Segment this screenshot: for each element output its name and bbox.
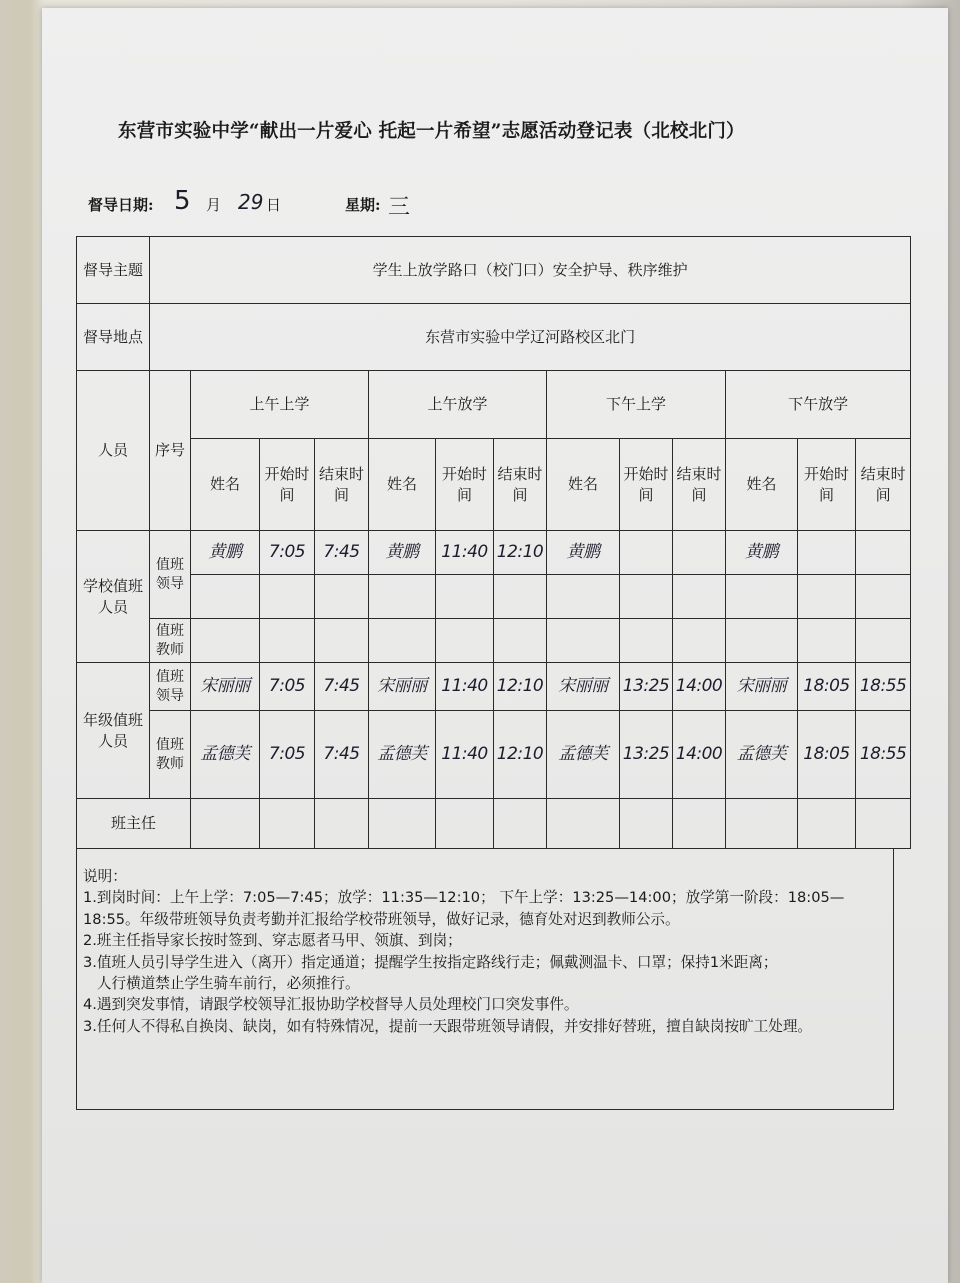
note-line: 2.班主任指导家长按时签到、穿志愿者马甲、领旗、到岗；: [83, 932, 462, 950]
time-cell: 12:10: [494, 531, 547, 575]
time-cell: 7:45: [315, 711, 369, 799]
time-cell: 18:55: [856, 663, 911, 711]
time-cell: 7:05: [260, 531, 315, 575]
time-cell: 11:40: [436, 711, 494, 799]
date-day: 29: [238, 190, 264, 214]
signature-cell: 孟德芙: [547, 711, 620, 799]
location-label: 督导地点: [77, 304, 150, 371]
col-name: 姓名: [191, 439, 260, 531]
col-start: 开始时间: [798, 439, 856, 531]
col-end: 结束时间: [315, 439, 369, 531]
notes-section: [76, 848, 894, 1110]
time-cell: 7:45: [315, 663, 369, 711]
period-morning-arrival: 上午上学: [191, 371, 369, 439]
signature-cell: 宋丽丽: [191, 663, 260, 711]
time-cell: 7:45: [315, 531, 369, 575]
seq-label: 序号: [150, 371, 191, 531]
time-cell: 11:40: [436, 663, 494, 711]
time-cell: [620, 531, 673, 575]
col-end: 结束时间: [856, 439, 911, 531]
signature-cell: 黄鹏: [547, 531, 620, 575]
signature-cell: 孟德芙: [369, 711, 436, 799]
time-cell: 14:00: [673, 711, 726, 799]
signature-cell: 孟德芙: [191, 711, 260, 799]
time-cell: 12:10: [494, 663, 547, 711]
col-start: 开始时间: [260, 439, 315, 531]
day-char: 日: [266, 196, 282, 214]
school-leader-row: [77, 531, 911, 575]
note-line: 3.值班人员引导学生进入（离开）指定通道；提醒学生按指定路线行走；佩戴测温卡、口罩；保持1米距离；: [83, 953, 778, 971]
weekday-value: 三: [388, 195, 411, 220]
signature-cell: 黄鹏: [369, 531, 436, 575]
location-row: [77, 304, 911, 371]
col-end: 结束时间: [494, 439, 547, 531]
period-morning-dismissal: 上午放学: [369, 371, 547, 439]
time-cell: 11:40: [436, 531, 494, 575]
signature-cell: 宋丽丽: [369, 663, 436, 711]
col-name: 姓名: [547, 439, 620, 531]
class-teacher-row: [77, 799, 911, 849]
theme-value: 学生上放学路口（校门口）安全护导、秩序维护: [150, 237, 911, 304]
note-line: 4.遇到突发事情，请跟学校领导汇报协助学校督导人员处理校门口突发事件。: [83, 996, 579, 1014]
grade-duty-label: 年级值班人员: [77, 663, 150, 799]
col-name: 姓名: [726, 439, 798, 531]
class-teacher-label: 班主任: [77, 799, 191, 849]
personnel-label: 人员: [77, 371, 150, 531]
time-cell: 7:05: [260, 663, 315, 711]
grade-teacher-row: [77, 711, 911, 799]
col-start: 开始时间: [620, 439, 673, 531]
notes-heading: 说明：: [83, 868, 127, 885]
time-cell: 14:00: [673, 663, 726, 711]
theme-row: [77, 237, 911, 304]
time-cell: [856, 531, 911, 575]
school-duty-label: 学校值班人员: [77, 531, 150, 663]
signature-cell: 孟德芙: [726, 711, 798, 799]
weekday-label: 星期:: [345, 196, 381, 214]
teacher-label: 值班教师: [150, 619, 191, 663]
location-value: 东营市实验中学辽河路校区北门: [150, 304, 911, 371]
note-line: 1.到岗时间：上午上学：7:05—7:45；放学：11:35—12:10； 下午上学：13:25—14:00；放学第一阶段：18:05—18:55。年级带班领导负责考勤并汇报给学校带班领导，做好记录，德育处对迟到教师公示。: [83, 889, 845, 928]
signature-cell: 宋丽丽: [547, 663, 620, 711]
col-start: 开始时间: [436, 439, 494, 531]
school-teacher-row: [77, 619, 911, 663]
school-blank-row: [77, 575, 911, 619]
month-char: 月: [206, 196, 222, 214]
theme-label: 督导主题: [77, 237, 150, 304]
time-cell: 18:05: [798, 711, 856, 799]
signature-cell: 黄鹏: [726, 531, 798, 575]
leader-label: 值班领导: [150, 531, 191, 619]
col-name: 姓名: [369, 439, 436, 531]
period-afternoon-arrival: 下午上学: [547, 371, 726, 439]
form-title: 东营市实验中学“献出一片爱心 托起一片希望”志愿活动登记表（北校北门）: [118, 121, 745, 142]
time-cell: 7:05: [260, 711, 315, 799]
leader-label: 值班领导: [150, 663, 191, 711]
period-header-row: [77, 371, 911, 439]
time-cell: 18:55: [856, 711, 911, 799]
signature-cell: 黄鹏: [191, 531, 260, 575]
time-cell: [673, 531, 726, 575]
time-cell: 13:25: [620, 711, 673, 799]
grade-leader-row: [77, 663, 911, 711]
time-cell: 18:05: [798, 663, 856, 711]
time-cell: [798, 531, 856, 575]
col-end: 结束时间: [673, 439, 726, 531]
signature-cell: 宋丽丽: [726, 663, 798, 711]
note-line: 3.任何人不得私自换岗、缺岗，如有特殊情况，提前一天跟带班领导请假，并安排好替班，擅自缺岗按旷工处理。: [83, 1017, 813, 1035]
period-afternoon-dismissal: 下午放学: [726, 371, 911, 439]
column-header-row: [77, 439, 911, 531]
date-label: 督导日期:: [88, 196, 154, 214]
note-line: 人行横道禁止学生骑车前行，必须推行。: [83, 975, 360, 993]
teacher-label: 值班教师: [150, 711, 191, 799]
time-cell: 13:25: [620, 663, 673, 711]
registration-table: [76, 236, 911, 849]
time-cell: 12:10: [494, 711, 547, 799]
date-month: 5: [174, 186, 191, 216]
